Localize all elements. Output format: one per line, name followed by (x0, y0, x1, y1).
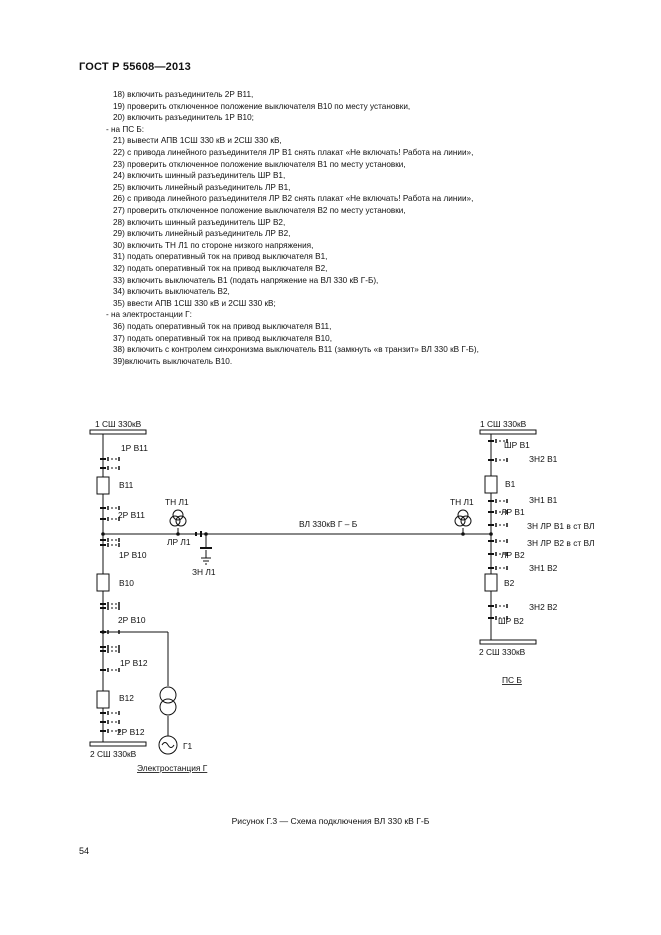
step-item: 28) включить шинный разъединитель ШР В2, (113, 217, 286, 227)
step-item: 21) вывести АПВ 1СШ 330 кВ и 2СШ 330 кВ, (113, 136, 282, 146)
zn-l1-label: ЗН Л1 (192, 567, 216, 577)
step-item: 36) подать оперативный ток на привод выключателя В11, (113, 322, 332, 331)
right-top-busbar (480, 430, 536, 434)
junction-dot (101, 532, 105, 536)
step-item: 35) ввести АПВ 1СШ 330 кВ и 2СШ 330 кВ; (113, 298, 276, 308)
label-1r-b12: 1Р В12 (120, 658, 148, 668)
breaker-b12 (97, 691, 109, 708)
step-item: 29) включить линейный разъединитель ЛР В2, (113, 229, 291, 239)
tn-l1-left-label: ТН Л1 (165, 497, 189, 507)
step-item: 20) включить разъединитель 1Р В10; (113, 113, 254, 123)
section-heading: - на ПС Б: (106, 124, 145, 134)
junction-dot (489, 532, 493, 536)
step-item: 32) подать оперативный ток на привод выключателя В2, (113, 264, 328, 273)
junction-dot (101, 630, 105, 634)
tn-l1-right-label: ТН Л1 (450, 497, 474, 507)
tn-l1-right-winding-2 (461, 516, 471, 526)
tn-l1-left-winding-3 (173, 510, 183, 520)
section-heading: - на электростанции Г: (106, 310, 192, 320)
label-zn1-b2: ЗН1 В2 (529, 563, 558, 573)
label-shr-b2: ШР В2 (498, 616, 524, 626)
breaker-b11 (97, 477, 109, 494)
junction-dot (204, 532, 208, 536)
left-bottom-busbar (90, 742, 146, 746)
station-g-label: Электростанция Г (137, 763, 208, 773)
label-b12: В12 (119, 693, 134, 703)
label-zn2-b1: ЗН2 В1 (529, 454, 558, 464)
step-item: 19) проверить отключенное положение выключателя В10 по месту установки, (113, 101, 411, 111)
station-b-label: ПС Б (502, 675, 522, 685)
step-item: 38) включить с контролем синхронизма выключатель В11 (замкнуть «в транзит» ВЛ 330 кВ Г-Б), (113, 345, 479, 355)
label-b1: В1 (505, 479, 516, 489)
label-shr-b1: ШР В1 (504, 440, 530, 450)
breaker-b1 (485, 476, 497, 493)
junction-dot (461, 532, 465, 536)
document-header: ГОСТ Р 55608—2013 (79, 61, 191, 73)
step-item: 34) включить выключатель В2, (113, 287, 230, 297)
right-bottom-bus-label: 2 СШ 330кВ (479, 647, 526, 657)
label-lr-b1: ЛР В1 (501, 507, 525, 517)
junction-dot (176, 532, 180, 536)
figure-caption: Рисунок Г.3 — Схема подключения ВЛ 330 кВ Г-Б (231, 816, 430, 826)
step-item: 31) подать оперативный ток на привод выключателя В1, (113, 252, 328, 262)
right-bottom-busbar (480, 640, 536, 644)
left-top-bus-label: 1 СШ 330кВ (95, 419, 142, 429)
generator-label: Г1 (183, 741, 193, 751)
tn-l1-right-winding-3 (458, 510, 468, 520)
generator-sine (162, 743, 174, 748)
step-item: 30) включить ТН Л1 по стороне низкого напряжения, (113, 240, 314, 250)
label-2r-b10: 2Р В10 (118, 615, 146, 625)
unit-transformer-winding-1 (160, 687, 176, 703)
label-b10: В10 (119, 578, 134, 588)
label-zn2-b2: ЗН2 В2 (529, 602, 558, 612)
right-top-bus-label: 1 СШ 330кВ (480, 419, 527, 429)
left-top-busbar (90, 430, 146, 434)
label-b11: В11 (119, 480, 134, 490)
tn-l1-right-winding-1 (455, 516, 465, 526)
label-1r-b11: 1Р В11 (121, 443, 148, 453)
step-item: 26) с привода линейного разъединителя ЛР В2 снять плакат «Не включать! Работа на линии», (113, 194, 474, 204)
step-item: 22) с привода линейного разъединителя ЛР В1 снять плакат «Не включать! Работа на линии», (113, 148, 474, 157)
label-2r-b12: 2Р В12 (117, 727, 145, 737)
line-label: ВЛ 330кВ Г – Б (299, 519, 358, 529)
lr-l1-label: ЛР Л1 (167, 537, 191, 547)
tn-l1-left-winding-1 (170, 516, 180, 526)
label-zn-lr-b1: ЗН ЛР В1 в ст ВЛ (527, 521, 595, 531)
label-1r-b10: 1Р В10 (119, 550, 147, 560)
tn-l1-left-winding-2 (176, 516, 186, 526)
step-item: 25) включить линейный разъединитель ЛР В1, (113, 182, 291, 192)
label-2r-b11: 2Р В11 (118, 510, 145, 520)
step-item: 39)включить выключатель В10. (113, 356, 233, 366)
left-bottom-bus-label: 2 СШ 330кВ (90, 749, 137, 759)
breaker-b2 (485, 574, 497, 591)
label-zn-lr-b2: ЗН ЛР В2 в ст ВЛ (527, 538, 595, 548)
label-b2: В2 (504, 578, 515, 588)
step-item: 33) включить выключатель В1 (подать напряжение на ВЛ 330 кВ Г-Б), (113, 275, 379, 285)
page-number: 54 (79, 846, 90, 856)
unit-transformer-winding-2 (160, 699, 176, 715)
breaker-b10 (97, 574, 109, 591)
step-item: 18) включить разъединитель 2Р В11, (113, 90, 254, 99)
step-item: 27) проверить отключенное положение выключателя В2 по месту установки, (113, 206, 406, 215)
label-zn1-b1: ЗН1 В1 (529, 495, 558, 505)
step-item: 24) включить шинный разъединитель ШР В1, (113, 171, 286, 181)
step-item: 23) проверить отключенное положение выключателя В1 по месту установки, (113, 159, 406, 169)
switch-marks (100, 439, 507, 733)
label-lr-b2: ЛР В2 (501, 550, 525, 560)
step-item: 37) подать оперативный ток на привод выключателя В10, (113, 333, 332, 343)
